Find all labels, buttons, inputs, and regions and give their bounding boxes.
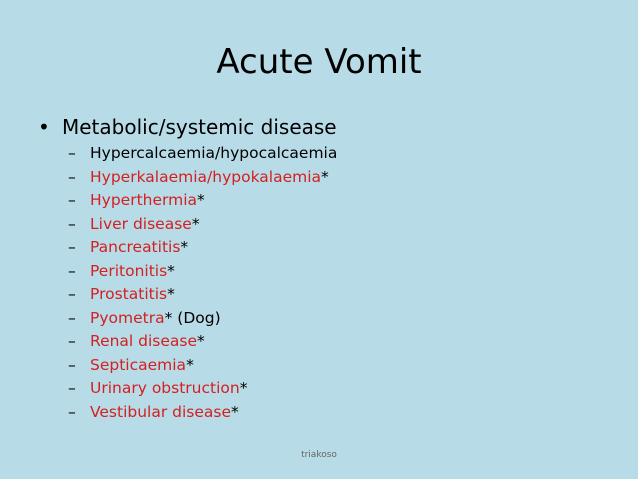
dash-symbol: – [68,402,76,421]
list-item [68,189,337,213]
slide-title: Acute Vomit [216,42,422,82]
bullet-text: Metabolic/systemic disease [62,115,337,139]
item-text: Prostatitis [90,285,168,303]
list-item [68,142,337,166]
dash-symbol: – [68,214,76,233]
item-extra: (Dog) [172,308,221,327]
item-mark: * [197,332,205,350]
item-mark: * [186,355,194,374]
item-mark: * [231,402,239,421]
item-text: Septicaemia [90,355,187,374]
item-text: Urinary obstruction [90,379,240,397]
dash-symbol: – [68,261,76,280]
dash-symbol: – [68,238,76,256]
item-mark: * [180,238,189,256]
dash-symbol: – [68,379,76,397]
dash-symbol: – [68,285,76,303]
item-text: Pyometra [90,308,165,327]
list-item [68,283,337,307]
item-mark: * [191,214,200,233]
dash-symbol: – [68,167,76,186]
item-mark: * [239,379,248,397]
list-item [68,377,337,401]
slide-footer: triakoso [301,450,337,460]
item-text: Pancreatitis [90,238,181,256]
item-mark: * [167,285,175,303]
list-item [68,354,337,378]
item-mark: * [197,191,205,209]
item-text: Hyperkalaemia/hypokalaemia [90,167,322,186]
sub-list [68,142,337,424]
item-mark: * [167,261,175,280]
list-item [68,260,337,284]
item-mark: * [321,167,329,186]
dash-symbol: – [68,191,76,209]
dash-symbol: – [68,355,76,374]
item-text: Peritonitis [90,261,168,280]
dash-symbol: – [68,144,76,162]
list-item [68,213,337,237]
list-item [68,330,337,354]
list-item [68,307,337,331]
dash-symbol: – [68,332,76,350]
list-item [68,236,337,260]
list-item [68,166,337,190]
bullet-symbol: • [38,115,50,139]
item-text: Hypercalcaemia/hypocalcaemia [90,144,338,162]
item-text: Hyperthermia [90,191,198,209]
main-bullet [38,113,337,141]
list-item [68,401,337,425]
item-text: Liver disease [90,214,192,233]
item-text: Vestibular disease [90,402,232,421]
item-mark: * [164,308,173,327]
item-text: Renal disease [90,332,198,350]
dash-symbol: – [68,308,76,327]
